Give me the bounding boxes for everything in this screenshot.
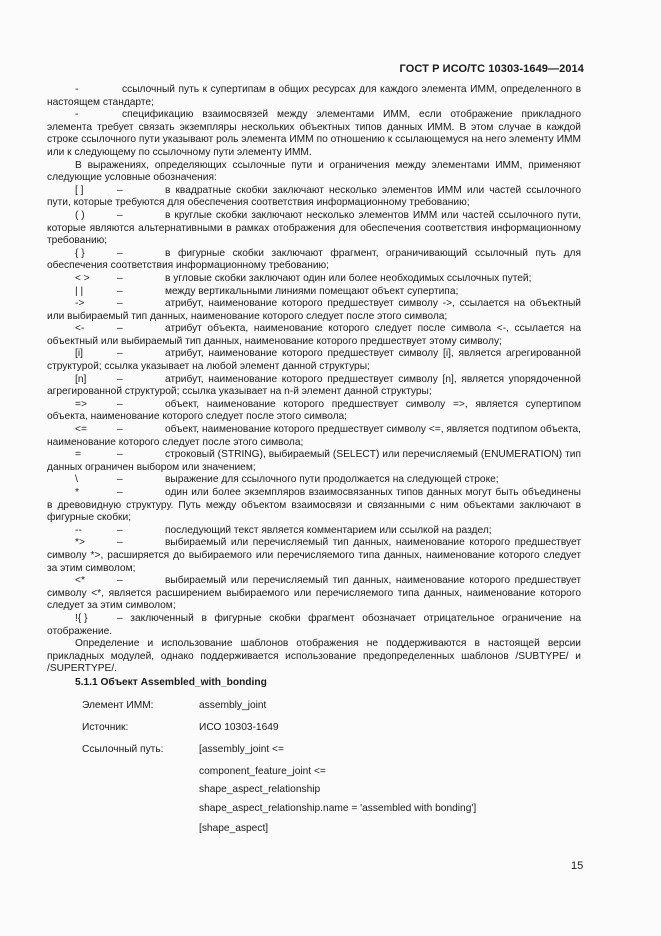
notation-text: в фигурные скобки заключают фрагмент, ограничивающий ссылочный путь для обеспечения соответствия информационному требованию; <box>47 247 581 272</box>
notation-symbol: ( ) <box>75 209 85 221</box>
notation-text: в угловые скобки заключают один или более необходимых ссылочных путей; <box>165 272 532 284</box>
list-marker: - <box>75 109 79 121</box>
source-label: Источник: <box>82 722 129 733</box>
path-line: component_feature_joint <= <box>199 766 326 777</box>
notation-symbol: = <box>75 449 81 461</box>
notation-symbol: <= <box>75 424 87 436</box>
notation-item <box>47 210 581 248</box>
intro-paragraph <box>47 109 581 159</box>
path-label: Ссылочный путь: <box>82 744 164 755</box>
notation-list <box>47 185 581 638</box>
notation-item <box>47 185 581 210</box>
list-marker: - <box>75 84 79 95</box>
notation-item <box>47 575 581 613</box>
document-code-header: ГОСТ Р ИСО/ТС 10303-1649—2014 <box>399 63 584 75</box>
notation-dash: – <box>117 524 123 536</box>
notation-dash: – <box>117 285 123 297</box>
notation-dash: – <box>117 272 123 284</box>
paragraph-text: В выражениях, определяющих ссылочные пути и ограничения между элементами ИММ, применяют следующие условные обозначения: <box>47 159 581 184</box>
notation-item <box>47 449 581 474</box>
notation-dash: – <box>117 398 123 410</box>
closing-paragraph: Определение и использование шаблонов отображения не поддерживаются в настоящей версии прикладных модулей, однако поддерживается использование предопределенных шаблонов /SUBTYPE/ и /SUPERTYPE/. <box>47 638 581 675</box>
page-number: 15 <box>571 860 584 872</box>
notation-item <box>47 537 581 575</box>
notation-text: последующий текст является комментарием или ссылкой на раздел; <box>165 524 492 536</box>
notation-dash: – <box>117 323 123 335</box>
notation-symbol: <- <box>75 323 85 335</box>
notation-dash: – <box>117 537 123 549</box>
notation-item <box>47 374 581 399</box>
paragraph-text: ссылочный путь к супертипам в общих ресурсах для каждого элемента ИММ, определенного в настоящем стандарте; <box>47 84 581 108</box>
notation-text: выбираемый или перечисляемый тип данных, наименование которого предшествует символу <*, является расширением выбираемого или перечисляемого типа данных, наименование которого следует за этим символом; <box>47 575 581 612</box>
notation-dash: – <box>117 474 123 486</box>
notation-text: выбираемый или перечисляемый тип данных, наименование которого предшествует символу *>, расширяется до выбираемого или перечисляемого типа данных, наименование которого следует за этим символом; <box>47 537 581 574</box>
notation-text: атрибут объекта, наименование которого следует после символа <-, ссылается на объектный или выбираемый тип данных, наименование которого предшествует этому символу; <box>47 323 581 347</box>
notation-text: в квадратные скобки заключают несколько элементов ИММ или частей ссылочного пути, которые требуются для обеспечения соответствия информационному требованию; <box>47 184 581 209</box>
notation-dash: – <box>117 487 123 498</box>
notation-dash: – <box>117 575 123 587</box>
notation-item <box>47 348 581 373</box>
notation-item <box>47 286 581 299</box>
notation-dash: – <box>117 209 123 221</box>
source-value: ИСО 10303-1649 <box>199 722 279 733</box>
notation-text: – заключенный в фигурные скобки фрагмент обозначает отрицательное ограничение на отображение. <box>47 612 581 637</box>
notation-dash: – <box>117 348 123 360</box>
notation-item <box>47 273 581 286</box>
notation-text: выражение для ссылочного пути продолжается на следующей строке; <box>165 474 499 486</box>
notation-symbol: { } <box>75 247 85 259</box>
document-body <box>47 84 581 690</box>
notation-item <box>47 323 581 348</box>
notation-dash: – <box>117 424 123 436</box>
notation-symbol: => <box>75 398 87 410</box>
intro-paragraph <box>47 160 581 185</box>
notation-text: атрибут, наименование которого предшествует символу [n], является упорядоченной агрегированной структурой; ссылка указывает на n-й элемент данной структуры; <box>47 373 581 398</box>
notation-dash: – <box>117 184 123 196</box>
notation-symbol: | | <box>75 285 84 297</box>
path-line: [assembly_joint <= <box>199 744 284 755</box>
notation-text: объект, наименование которого предшествует символу <=, является подтипом объекта, наименование которого следует после этого символа; <box>47 424 581 448</box>
notation-symbol: [n] <box>75 373 87 385</box>
notation-dash: – <box>117 449 123 461</box>
notation-item <box>47 487 581 525</box>
path-line: shape_aspect_relationship <box>199 784 321 795</box>
notation-item <box>47 248 581 273</box>
path-line: shape_aspect_relationship.name = 'assembled with bonding'] <box>199 803 477 814</box>
intro-paragraph <box>47 84 581 109</box>
notation-item <box>47 424 581 449</box>
notation-dash: – <box>117 247 123 259</box>
notation-symbol: <* <box>75 575 85 587</box>
section-heading: 5.1.1 Объект Assembled_with_bonding <box>75 676 267 688</box>
notation-symbol: !{ } <box>75 612 88 624</box>
intro-paragraphs <box>47 84 581 185</box>
notation-text: между вертикальными линиями помещают объект супертипа; <box>165 285 459 297</box>
notation-symbol: -> <box>75 298 85 310</box>
notation-symbol: \ <box>75 474 78 486</box>
notation-symbol: -- <box>75 524 82 536</box>
element-value: assembly_joint <box>199 700 267 711</box>
element-label: Элемент ИММ: <box>82 700 154 711</box>
notation-text: объект, наименование которого предшествует символу =>, является супертипом объекта, наименование которого следует после этого символа; <box>47 398 581 423</box>
notation-item <box>47 525 581 538</box>
notation-item <box>47 474 581 487</box>
path-line: [shape_aspect] <box>199 823 269 834</box>
paragraph-text: спецификацию взаимосвязей между элементами ИММ, если отображение прикладного элемента требует связать экземпляры нескольких объектных типов данных ИММ. В этом случае в каждой строке ссылочного пути указывают роль элемента ИММ по отношению к ссылающемуся на него элементу ИММ или к следующему по ссылочному пути элементу ИММ. <box>47 109 581 158</box>
notation-symbol: < > <box>75 272 90 284</box>
notation-text: один или более экземпляров взаимосвязанных типов данных могут быть объединены в древовидную структуру. Путь между объектом взаимосвязи и связанными с ним объектами заключают в фигурные скобки; <box>47 487 581 524</box>
notation-item <box>47 298 581 323</box>
notation-text: строковый (STRING), выбираемый (SELECT) или перечисляемый (ENUMERATION) тип данных ограничен выбором или значением; <box>47 449 581 473</box>
notation-dash: – <box>117 373 123 385</box>
notation-text: атрибут, наименование которого предшествует символу [i], является агрегированной структурой; ссылка указывает на любой элемент данной структуры; <box>47 348 581 373</box>
notation-item <box>47 613 581 638</box>
notation-text: в круглые скобки заключают несколько элементов ИММ или частей ссылочного пути, которые являются альтернативными в рамках отображения для обеспечения соответствия информационному требованию; <box>47 209 581 247</box>
notation-dash: – <box>117 298 123 310</box>
notation-symbol: [i] <box>75 348 83 360</box>
notation-text: атрибут, наименование которого предшествует символу ->, ссылается на объектный или выбираемый тип данных, наименование которого следует после этого символа; <box>47 298 581 322</box>
notation-symbol: * <box>75 487 79 498</box>
notation-symbol: *> <box>75 537 85 549</box>
notation-symbol: [ ] <box>75 184 84 196</box>
notation-item <box>47 399 581 424</box>
